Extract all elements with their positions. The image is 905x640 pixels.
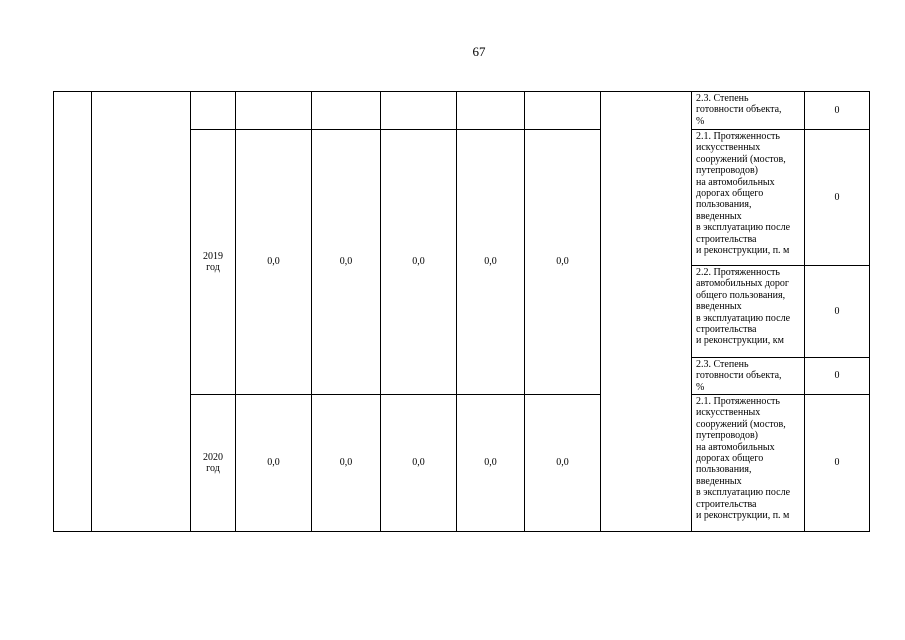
amount-cell: 0,0 <box>457 395 525 532</box>
indicator-cell <box>692 358 805 395</box>
year-label: 2020 год <box>203 451 223 474</box>
indicator-cell <box>692 92 805 130</box>
indicator-cell <box>692 266 805 358</box>
indicator-text: 2.3. Степень готовности объекта, % <box>696 359 782 393</box>
executor-cell <box>601 92 692 532</box>
indicator-cell <box>692 130 805 266</box>
amount-cell: 0,0 <box>236 395 312 532</box>
page-number: 67 <box>472 44 486 59</box>
amount-cell <box>236 92 312 130</box>
year-cell <box>191 130 236 395</box>
measure-name-cell <box>92 92 191 532</box>
year-label: 2019 год <box>203 250 223 273</box>
indicator-text: 2.3. Степень готовности объекта, % <box>696 93 782 127</box>
amount-cell <box>457 92 525 130</box>
budget-table <box>53 91 870 532</box>
indicator-value-cell: 0 <box>805 92 870 130</box>
amount-cell: 0,0 <box>381 130 457 395</box>
indicator-text: 2.1. Протяженность искусственных сооружений (мостов, путепроводов) на автомобильных дорогах общего пользования, введенных в эксплуатацию после строительства и реконструкции, п. м <box>696 131 791 257</box>
indicator-value-cell: 0 <box>805 358 870 395</box>
amount-cell: 0,0 <box>236 130 312 395</box>
amount-cell: 0,0 <box>312 130 381 395</box>
indicator-value-cell: 0 <box>805 130 870 266</box>
amount-cell <box>312 92 381 130</box>
table-row <box>54 92 870 130</box>
indicator-value-cell: 0 <box>805 395 870 532</box>
indicator-cell <box>692 395 805 532</box>
amount-cell <box>381 92 457 130</box>
amount-cell: 0,0 <box>457 130 525 395</box>
amount-cell: 0,0 <box>525 395 601 532</box>
indicator-text: 2.1. Протяженность искусственных сооружений (мостов, путепроводов) на автомобильных дорогах общего пользования, введенных в эксплуатацию после строительства и реконструкции, п. м <box>696 396 791 522</box>
number-cell <box>54 92 92 532</box>
year-cell <box>191 92 236 130</box>
year-cell <box>191 395 236 532</box>
amount-cell: 0,0 <box>381 395 457 532</box>
indicator-text: 2.2. Протяженность автомобильных дорог общего пользования, введенных в эксплуатацию после строительства и реконструкции, км <box>696 267 791 347</box>
amount-cell <box>525 92 601 130</box>
amount-cell: 0,0 <box>525 130 601 395</box>
amount-cell: 0,0 <box>312 395 381 532</box>
indicator-value-cell: 0 <box>805 266 870 358</box>
